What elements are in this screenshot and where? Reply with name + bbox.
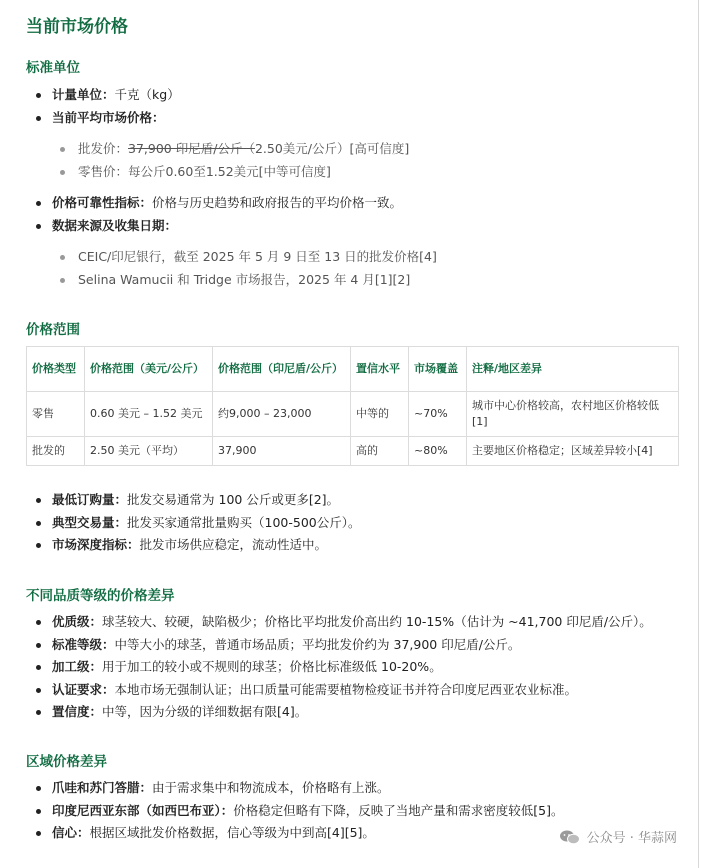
list-item: 认证要求：本地市场无强制认证；出口质量可能需要植物检疫证书并符合印度尼西亚农业标准。: [36, 679, 652, 702]
table-cell: 约9,000 – 23,000: [213, 392, 351, 437]
list-item: 信心：根据区域批发价格数据，信心等级为中到高[4][5]。: [36, 822, 563, 845]
list-item: 当前平均市场价格：: [36, 107, 180, 130]
standard-unit-list: [36, 84, 180, 129]
wechat-icon: [559, 829, 581, 845]
table-cell: ~70%: [409, 392, 467, 437]
column-header: 价格范围（印尼盾/公斤）: [213, 347, 351, 392]
list-item: 市场深度指标：批发市场供应稳定，流动性适中。: [36, 534, 361, 557]
table-cell: ~80%: [409, 437, 467, 466]
list-item: 置信度：中等，因为分级的详细数据有限[4]。: [36, 701, 652, 724]
page-border: [698, 0, 699, 868]
table-cell: 主要地区价格稳定；区域差异较小[4]: [467, 437, 679, 466]
sources-sublist: [60, 246, 437, 291]
column-header: 置信水平: [351, 347, 409, 392]
section-heading-regional: 区域价格差异: [26, 754, 107, 770]
table-cell: 批发的: [27, 437, 85, 466]
reliability-list: [36, 192, 402, 237]
list-item: 印度尼西亚东部（如西巴布亚）：价格稳定但略有下降，反映了当地产量和需求密度较低[5]。: [36, 800, 563, 823]
list-item: 标准等级：中等大小的球茎，普通市场品质；平均批发价约为 37,900 印尼盾/公斤。: [36, 634, 652, 657]
table-header-row: [27, 347, 679, 392]
column-header: 注释/地区差异: [467, 347, 679, 392]
section-heading-standard-unit: 标准单位: [26, 60, 80, 76]
quality-list: [36, 611, 652, 724]
table-cell: 0.60 美元 – 1.52 美元: [85, 392, 213, 437]
list-item-wholesale: 批发价：37,900 印尼盾/公斤（2.50美元/公斤）[高可信度]: [60, 138, 409, 161]
list-item: Selina Wamucii 和 Tridge 市场报告，2025 年 4 月[1][2]: [60, 269, 437, 292]
list-item: 数据来源及收集日期：: [36, 215, 402, 238]
table-cell: 37,900: [213, 437, 351, 466]
column-header: 价格范围（美元/公斤）: [85, 347, 213, 392]
table-cell: 高的: [351, 437, 409, 466]
list-item: 计量单位：千克（kg）: [36, 84, 180, 107]
list-item: 价格可靠性指标：价格与历史趋势和政府报告的平均价格一致。: [36, 192, 402, 215]
table-cell: 城市中心价格较高，农村地区价格较低[1]: [467, 392, 679, 437]
list-item: 最低订购量：批发交易通常为 100 公斤或更多[2]。: [36, 489, 361, 512]
watermark: [559, 827, 677, 846]
watermark-text: 公众号 · 华蒜网: [586, 831, 677, 846]
list-item: 爪哇和苏门答腊：由于需求集中和物流成本，价格略有上涨。: [36, 777, 563, 800]
table-row: [27, 437, 679, 466]
list-item: CEIC/印尼银行，截至 2025 年 5 月 9 日至 13 日的批发价格[4]: [60, 246, 437, 269]
column-header: 价格类型: [27, 347, 85, 392]
price-range-table: [26, 346, 679, 466]
list-item: 加工级：用于加工的较小或不规则的球茎；价格比标准级低 10-20%。: [36, 656, 652, 679]
average-price-sublist: [60, 138, 409, 183]
table-cell: 零售: [27, 392, 85, 437]
table-cell: 2.50 美元（平均）: [85, 437, 213, 466]
section-heading-price-range: 价格范围: [26, 322, 80, 338]
regional-list: [36, 777, 563, 845]
list-item: 优质级：球茎较大、较硬，缺陷极少；价格比平均批发价高出约 10-15%（估计为 ~41,700 印尼盾/公斤）。: [36, 611, 652, 634]
column-header: 市场覆盖: [409, 347, 467, 392]
section-heading-quality: 不同品质等级的价格差异: [26, 588, 175, 604]
market-notes-list: [36, 489, 361, 557]
table-cell: 中等的: [351, 392, 409, 437]
list-item-retail: 零售价：每公斤0.60至1.52美元[中等可信度]: [60, 161, 409, 184]
list-item: 典型交易量：批发买家通常批量购买（100-500公斤）。: [36, 512, 361, 535]
table-row: [27, 392, 679, 437]
page-title: 当前市场价格: [26, 17, 128, 37]
